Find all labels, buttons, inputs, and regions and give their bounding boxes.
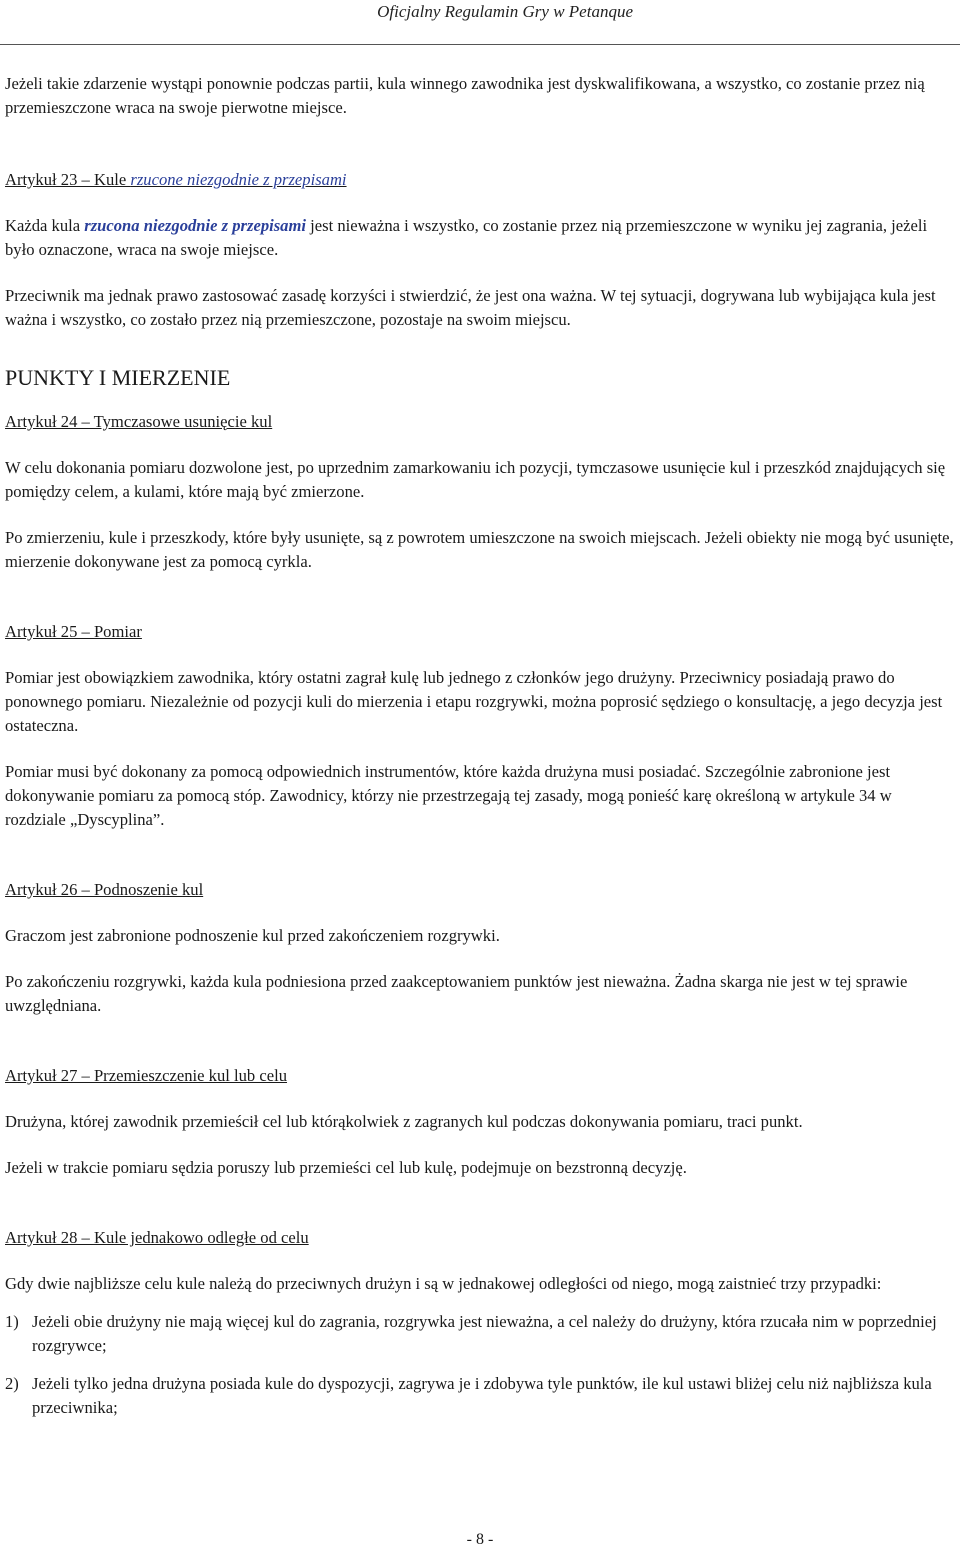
article-24-paragraph-1: W celu dokonania pomiaru dozwolone jest, po uprzednim zamarkowaniu ich pozycji, tymczasowe usunięcie kul i przeszkód znajdujących się pomiędzy celem, a kulami, które mają być zmierzone. xyxy=(5,458,946,501)
article-27-heading-text: Artykuł 27 – Przemieszczenie kul lub celu xyxy=(5,1066,288,1085)
intro-paragraph: Jeżeli takie zdarzenie wystąpi ponownie podczas partii, kula winnego zawodnika jest dyskwalifikowana, a wszystko, co zostanie przez nią przemieszczone wraca na swoje pierwotne miejsce. xyxy=(5,74,925,117)
article-27-paragraph-1: Drużyna, której zawodnik przemieścił cel lub którąkolwiek z zagranych kul podczas dokonywania pomiaru, traci punkt. xyxy=(5,1112,803,1131)
article-26-paragraph-1: Graczom jest zabronione podnoszenie kul przed zakończeniem rozgrywki. xyxy=(5,926,500,945)
document-title: Oficjalny Regulamin Gry w Petanque xyxy=(377,2,633,21)
article-25-heading-text: Artykuł 25 – Pomiar xyxy=(5,622,142,641)
list-item-text: Jeżeli tylko jedna drużyna posiada kule do dyspozycji, zagrywa je i zdobywa tyle punktów, ile kul ustawi bliżej celu niż najbliższa kula przeciwnika; xyxy=(32,1374,932,1417)
article-23-heading-italic: rzucone niezgodnie z przepisami xyxy=(130,170,347,189)
list-item-text: Jeżeli obie drużyny nie mają więcej kul do zagrania, rozgrywka jest nieważna, a cel należy do drużyny, która rzucała nim w poprzedniej rozgrywce; xyxy=(32,1312,937,1355)
article-24-heading-text: Artykuł 24 – Tymczasowe usunięcie kul xyxy=(5,412,273,431)
article-23-heading-prefix: Artykuł 23 – Kule xyxy=(5,170,131,189)
list-item-number: 1) xyxy=(5,1312,19,1331)
article-26-paragraph-2: Po zakończeniu rozgrywki, każda kula podniesiona przed zaakceptowaniem punktów jest nieważna. Żadna skarga nie jest w tej sprawie uwzględniana. xyxy=(5,972,908,1015)
article-23-paragraph-2: Przeciwnik ma jednak prawo zastosować zasadę korzyści i stwierdzić, że jest ona ważna. W tej sytuacji, dogrywana lub wybijająca kula jest ważna i wszystko, co zostało przez nią przemieszczone, pozostaje na swoim miejscu. xyxy=(5,286,936,329)
article-28-paragraph-1: Gdy dwie najbliższe celu kule należą do przeciwnych drużyn i są w jednakowej odległości od niego, mogą zaistnieć trzy przypadki: xyxy=(5,1274,882,1293)
article-24-heading xyxy=(5,410,955,434)
section-title: PUNKTY I MIERZENIE xyxy=(5,365,231,390)
article-27-heading xyxy=(5,1064,955,1088)
list-item xyxy=(5,1372,955,1420)
article-26-heading-text: Artykuł 26 – Podnoszenie kul xyxy=(5,880,204,899)
article-28-heading-text: Artykuł 28 – Kule jednakowo odległe od celu xyxy=(5,1228,309,1247)
article-23-paragraph-1 xyxy=(5,214,955,262)
article-26-heading xyxy=(5,878,955,902)
article-27-paragraph-2: Jeżeli w trakcie pomiaru sędzia poruszy lub przemieści cel lub kulę, podejmuje on bezstronną decyzję. xyxy=(5,1158,687,1177)
page-number: - 8 - xyxy=(466,1531,494,1548)
article-25-heading xyxy=(5,620,955,644)
article-23-p1-end: jest nieważna i wszystko, co zostanie przez nią przemieszczone w wyniku jej zagrania, jeżeli było oznaczone, wraca na swoje miejsce. xyxy=(5,216,928,259)
article-23-heading xyxy=(5,168,955,192)
article-24-paragraph-2: Po zmierzeniu, kule i przeszkody, które były usunięte, są z powrotem umieszczone na swoich miejscach. Jeżeli obiekty nie mogą być usunięte, mierzenie dokonywane jest za pomocą cyrkla. xyxy=(5,528,954,571)
document-body xyxy=(5,72,955,1420)
list-item xyxy=(5,1310,955,1358)
article-28-heading xyxy=(5,1226,955,1250)
article-25-paragraph-1: Pomiar jest obowiązkiem zawodnika, który ostatni zagrał kulę lub jednego z członków jego drużyny. Przeciwnicy posiadają prawo do ponownego pomiaru. Niezależnie od pozycji kuli do mierzenia i etapu rozgrywki, można poprosić sędziego o konsultację, a jego decyzja jest ostateczna. xyxy=(5,668,943,735)
page-header xyxy=(0,0,960,45)
list-item-number: 2) xyxy=(5,1374,19,1393)
article-23-p1-start: Każda kula xyxy=(5,216,85,235)
article-23-p1-italic: rzucona niezgodnie z przepisami xyxy=(84,216,306,235)
article-25-paragraph-2: Pomiar musi być dokonany za pomocą odpowiednich instrumentów, które każda drużyna musi posiadać. Szczególnie zabronione jest dokonywanie pomiaru za pomocą stóp. Zawodnicy, którzy nie przestrzegają tej zasady, mogą ponieść karę określoną w artykule 34 w rozdziale „Dyscyplina”. xyxy=(5,762,892,829)
